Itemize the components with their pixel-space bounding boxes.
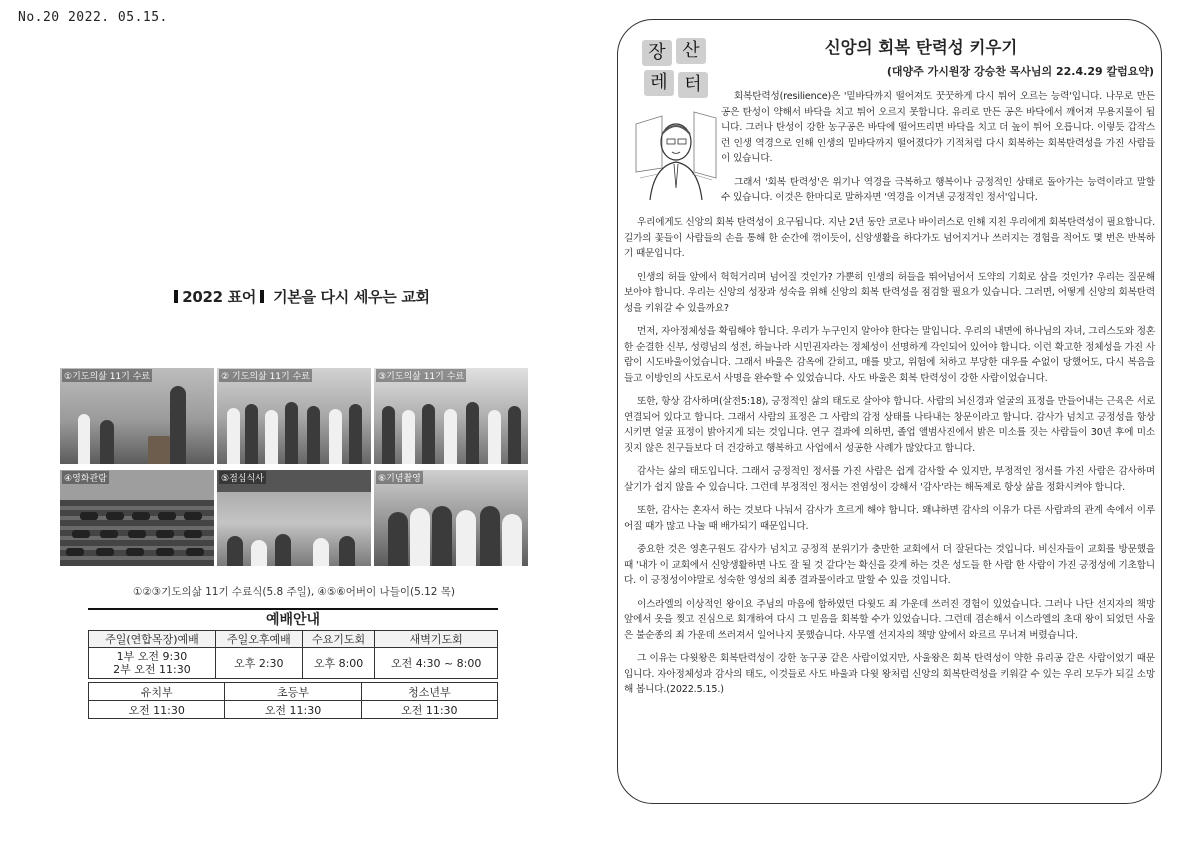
paragraph: 이스라엘의 이상적인 왕이요 주님의 마음에 합하였던 다윗도 죄 가운데 쓰러진 경험이 있었습니다. 그러나 나단 선지자의 책망 앞에서 옷을 찢고 진심으로 회개하여 다시 그 믿음을 회복할 수가 있었습니다. 그런데 겸손해서 이스라엘의 초대 왕이 되었던 사울은 불순종의 죄 가운데 쓰러져서 일어나지 못했습니다. 사무엘 선지자의 책망 앞에서 와르르 무너져 버렸습니다.: [624, 598, 1155, 641]
worship-time: 오후 8:00: [302, 648, 375, 679]
logo-char: 산: [676, 38, 706, 64]
photo-caption-text: ①②③기도의삶 11기 수료식(5.8 주일), ④⑤⑥어버이 나들이(5.12 목): [132, 586, 456, 598]
letter-title: 신앙의 회복 탄력성 키우기: [824, 38, 1018, 57]
paragraph: 회복탄력성(resilience)은 '밑바닥까지 떨어져도 꿋꿋하게 다시 튀어 오르는 능력'입니다. 나무로 만든 공은 탄성이 약해서 바닥을 치고 튀어 오르지 못합니다. 유리로 만든 공은 바닥에서 깨어져 무용지물이 됩니다. 그러나 탄성이 강한 농구공은 바닥에 떨어뜨리면 바닥을 치고 더 높이 튀어 오릅니다. 이렇듯 갑작스런 인생 역경으로 인해 인생의 밑바닥까지 떨어졌다가 기적처럼 다시 회복하는 회복탄력성을 가진 사람들이 있습니다.: [721, 91, 1155, 164]
logo-char: 장: [642, 40, 672, 66]
worship-header: 수요기도회: [302, 631, 375, 648]
photo-group-outdoor: [374, 470, 528, 566]
department-table: [88, 682, 498, 719]
paragraph: 먼저, 자아정체성을 확립해야 합니다. 우리가 누구인지 알아야 한다는 말입니다. 우리의 내면에 하나님의 자녀, 그리스도와 정혼한 순결한 신부, 성령님의 성전, 하늘나라 시민권자라는 정체성이 선명하게 각인되어 있어야 합니다. 이런 확고한 정체성을 가진 사람이 시도바울이었습니다. 그래서 바울은 감옥에 갇히고, 매를 맞고, 위험에 처하고 부당한 대우를 수없이 당했어도, 다시 복음을 들고 이방인의 사도로서 사명을 완수할 수 있었습니다. 사도 바울은 회복 탄력성이 강한 사람이었습니다.: [624, 326, 1155, 384]
letter-byline: (대양주 가시원장 강승찬 목사님의 22.4.29 칼럼요약): [886, 65, 1154, 78]
worship-title: 예배안내: [88, 608, 498, 630]
letter-body: [624, 215, 1155, 706]
paragraph: 중요한 것은 영혼구원도 감사가 넘치고 긍정적 분위기가 충만한 교회에서 더 잘된다는 것입니다. 비신자들이 교회를 방문했을 때 '내가 이 교회에서 신앙생활하면 나도 잘 될 것 같다'는 확신을 갖게 하는 것은 성도들 한 사람 한 사람이 가진 긍정성에 기초합니다. 이 긍정성이야말로 성숙한 영성의 최종 결과물이라고 말할 수 있을 것입니다.: [624, 544, 1155, 586]
department-time: 오전 11:30: [225, 701, 361, 719]
photo-prayer-graduation-1: [60, 368, 214, 464]
paragraph: 우리에게도 신앙의 회복 탄력성이 요구됩니다. 지난 2년 동안 코로나 바이러스로 인해 지친 우리에게 회복탄력성이 필요합니다. 길가의 꽃들이 사람들의 손을 통해 한 순간에 꺾이듯이, 신앙생활을 하다가도 넘어지거나 쓰러지는 경험을 적어도 몇 번은 반복하기 때문입니다.: [624, 217, 1155, 259]
motto: [150, 286, 450, 307]
motto-prefix: 2022 표어: [182, 288, 257, 306]
worship-table: [88, 630, 498, 679]
motto-left-mark: [174, 290, 178, 303]
photo-caption: ③기도의삶 11기 수료: [376, 369, 466, 382]
letter-body-top: [721, 89, 1155, 214]
pastor-portrait-sketch: [632, 108, 718, 200]
paragraph: 감사는 삶의 태도입니다. 그래서 긍정적인 정서를 가진 사람은 쉽게 감사할 수 있지만, 부정적인 정서를 가진 사람은 감사하며 살기가 쉽지 않을 수 있습니다. 그런데 부정적인 정서는 전염성이 강해서 '감사'라는 해독제로 항상 삶을 정화시켜야 합니다.: [624, 466, 1155, 493]
worship-header: 주일(연합목장)예배: [89, 631, 216, 648]
photo-prayer-graduation-3: [374, 368, 528, 464]
photo-caption: ② 기도의삶 11기 수료: [219, 369, 312, 382]
paragraph: 또한, 감사는 혼자서 하는 것보다 나눠서 감사가 흐르게 해야 합니다. 왜냐하면 감사의 이유가 다른 사람과의 관계 속에서 이루어질 때가 많고 나눌 때 배가되기 때문입니다.: [624, 505, 1155, 532]
logo-char: 레: [644, 70, 674, 96]
issue-number-date: No.20 2022. 05.15.: [18, 10, 168, 25]
department-header: 유치부: [89, 683, 225, 701]
motto-right-mark: [260, 290, 264, 303]
photo-caption: ①기도의삶 11기 수료: [62, 369, 152, 382]
worship-header: 새벽기도회: [375, 631, 498, 648]
photo-grid: [60, 368, 528, 568]
paragraph: 그래서 '회복 탄력성'은 위기나 역경을 극복하고 행복이나 긍정적인 상태로 돌아가는 능력이라고 말할 수 있습니다. 이것은 한마디로 말하자면 '역경을 이겨낸 긍정적인 정서'입니다.: [721, 176, 1155, 203]
worship-time: 오후 2:30: [215, 648, 302, 679]
photo-caption: ⑤점심식사: [219, 471, 266, 484]
department-header: 초등부: [225, 683, 361, 701]
department-header: 청소년부: [361, 683, 497, 701]
worship-time: 오전 4:30 ~ 8:00: [375, 648, 498, 679]
jangsan-letter-logo: [642, 38, 712, 100]
worship-time: 1부 오전 9:30 2부 오전 11:30: [89, 648, 216, 679]
photo-movie-theater: [60, 470, 214, 566]
logo-char: 터: [678, 72, 708, 98]
department-time: 오전 11:30: [361, 701, 497, 719]
worship-schedule: [88, 608, 498, 719]
department-time: 오전 11:30: [89, 701, 225, 719]
paragraph: 인생의 허들 앞에서 헉헉거리며 넘어질 것인가? 가뿐히 인생의 허들을 뛰어넘어서 도약의 기회로 삼을 것인가? 우리는 질문해 보아야 합니다. 우리는 신앙의 성장과 성숙을 위해 신앙의 회복 탄력성을 점검할 필요가 있습니다. 그러면, 어떻게 신앙의 회복탄력성을 키워갈 수 있을까요?: [624, 271, 1155, 314]
photo-caption: ⑥기념촬영: [376, 471, 423, 484]
worship-header: 주일오후예배: [215, 631, 302, 648]
photo-prayer-graduation-2: [217, 368, 371, 464]
paragraph: 그 이유는 다윗왕은 회복탄력성이 강한 농구공 같은 사람이었지만, 사울왕은 회복 탄력성이 약한 유리공 같은 사람이었기 때문입니다. 자아정체성과 감사의 태도, 이것들로 사도 바울과 다윗 왕처럼 신앙의 회복탄력성을 키워갈 수 있는 우리 모두가 되길 소망해 봅니다.(2022.5.15.): [624, 653, 1155, 695]
photo-caption: ④영화관람: [62, 471, 109, 484]
paragraph: 또한, 항상 감사하며(살전5:18), 긍정적인 삶의 태도로 살아야 합니다. 사람의 뇌신경과 얼굴의 표정을 만들어내는 근육은 서로 연결되어 있다고 합니다. 그래서 사람의 표정은 그 사람의 감정 상태를 나타내는 창문이라고 합니다. 감사가 넘치고 긍정성을 항상시키면 얼굴 표정이 밝아지게 되는 것입니다. 연구 결과에 의하면, 졸업 앨범사진에서 밝은 미소를 짓는 사람들이 30년 후에 미소 짓지 않은 친구들보다 더 건강하고 행복하고 사업에서 성공한 사례가 많았다고 합니다.: [624, 396, 1155, 454]
motto-text: 기본을 다시 세우는 교회: [273, 288, 430, 306]
photo-lunch: [217, 470, 371, 566]
